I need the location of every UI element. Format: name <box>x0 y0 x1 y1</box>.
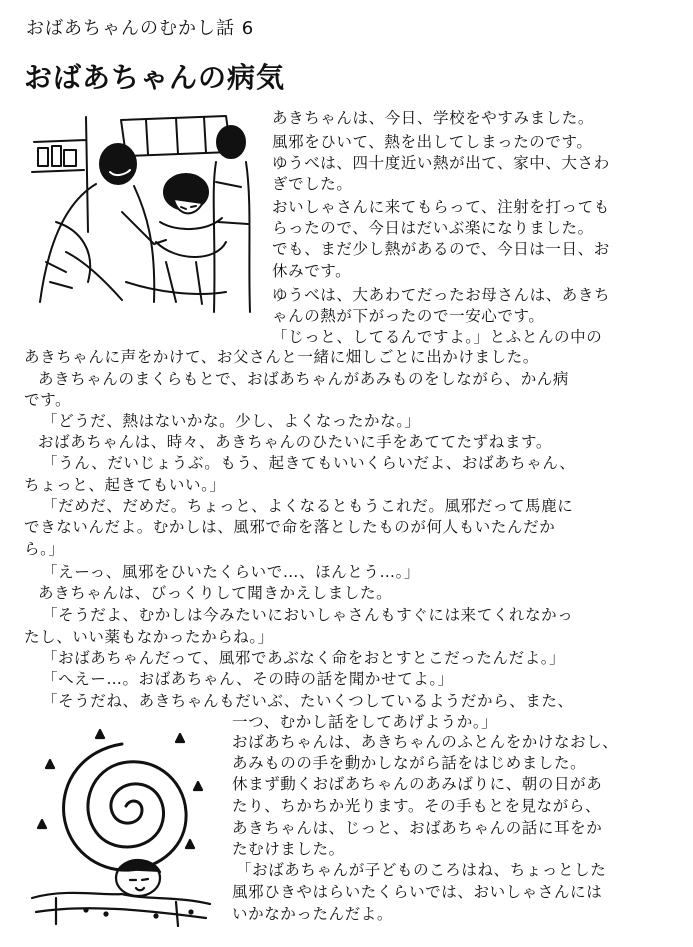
text-line: あきちゃんのまくらもとで、おばあちゃんがあみものをしながら、かん病 <box>38 370 569 388</box>
text-line: 一つ、むかし話をしてあげようか。」 <box>232 713 498 731</box>
text-line: らったので、今日はだいぶ楽になりました。 <box>272 219 594 237</box>
sick-child-doctor-illustration <box>26 112 254 317</box>
text-line: ゃんの熱が下がったので一安心です。 <box>272 307 545 325</box>
text-line: 「うん、だいじょうぶ。もう、起きてもいいくらいだよ、おばあちゃん、 <box>42 454 576 472</box>
text-line: たむけました。 <box>232 840 345 858</box>
text-line: ぎでした。 <box>272 175 353 193</box>
text-line: 休まず動くおばあちゃんのあみばりに、朝の日があ <box>232 775 603 793</box>
text-line: あきちゃんは、今日、学校をやすみました。 <box>272 109 595 127</box>
text-line: いかなかったんだよ。 <box>232 905 394 923</box>
series-heading: おばあちゃんのむかし話 6 <box>26 18 255 39</box>
text-line: あみものの手を動かしながら話をはじめました。 <box>232 754 587 772</box>
text-line: 「へえー…。おばあちゃん、その時の話を聞かせてよ。」 <box>42 670 454 688</box>
text-line: おいしゃさんに来てもらって、注射を打っても <box>272 198 610 216</box>
text-line: 「そうだね、あきちゃんもだいぶ、たいくつしているようだから、また、 <box>42 692 574 710</box>
text-line: 風邪をひいて、熱を出してしまったのです。 <box>272 133 593 151</box>
text-line: でも、まだ少し熱があるので、今日は一日、お <box>272 240 610 258</box>
text-line: できないんだよ。むかしは、風邪で命を落としたものが何人もいたんだか <box>24 518 556 536</box>
page-title: おばあちゃんの病気 <box>24 61 286 94</box>
text-line: ら。」 <box>24 540 65 558</box>
text-line: あきちゃんに声をかけて、お父さんと一緒に畑しごとに出かけました。 <box>24 348 539 366</box>
text-line: ゆうべは、四十度近い熱が出て、家中、大さわ <box>272 154 610 172</box>
text-line: たし、いい薬もなかったからね。」 <box>24 628 274 646</box>
text-line: 風邪ひきやはらいたくらいでは、おいしゃさんには <box>232 883 603 901</box>
text-line: 「だめだ、だめだ。ちょっと、よくなるともうこれだ。風邪だって馬鹿に <box>42 497 574 515</box>
text-line: 「そうだよ、むかしは今みたいにおいしゃさんもすぐには来てくれなかっ <box>42 606 574 624</box>
text-line: あきちゃんは、じっと、おばあちゃんの話に耳をか <box>232 819 603 837</box>
text-line: 「どうだ、熱はないかな。少し、よくなったかな。」 <box>42 412 421 430</box>
text-line: おばあちゃんは、あきちゃんのふとんをかけなおし、 <box>232 733 619 751</box>
text-line: 「おばあちゃんだって、風邪であぶなく命をおとすとこだったんだよ。」 <box>42 649 566 667</box>
text-line: 「じっと、してるんですよ。」とふとんの中の <box>272 328 603 346</box>
text-line: あきちゃんは、びっくりして聞きかえしました。 <box>38 584 393 602</box>
text-line: ちょっと、起きてもいい。」 <box>24 476 226 494</box>
text-line: ゆうべは、大あわてだったお母さんは、あきち <box>272 286 611 304</box>
text-line: 「えーっ、風邪をひいたくらいで…、ほんとう…。」 <box>42 563 421 581</box>
text-line: おばあちゃんは、時々、あきちゃんのひたいに手をあててたずねます。 <box>38 433 552 451</box>
text-line: たり、ちかちか光ります。その手もとを見ながら、 <box>232 797 602 815</box>
sleeping-child-spiral-illustration <box>26 728 216 928</box>
text-line: です。 <box>24 391 72 409</box>
text-line: 休みです。 <box>272 262 352 280</box>
text-line: 「おばあちゃんが子どものころはね、ちょっとした <box>236 861 607 879</box>
